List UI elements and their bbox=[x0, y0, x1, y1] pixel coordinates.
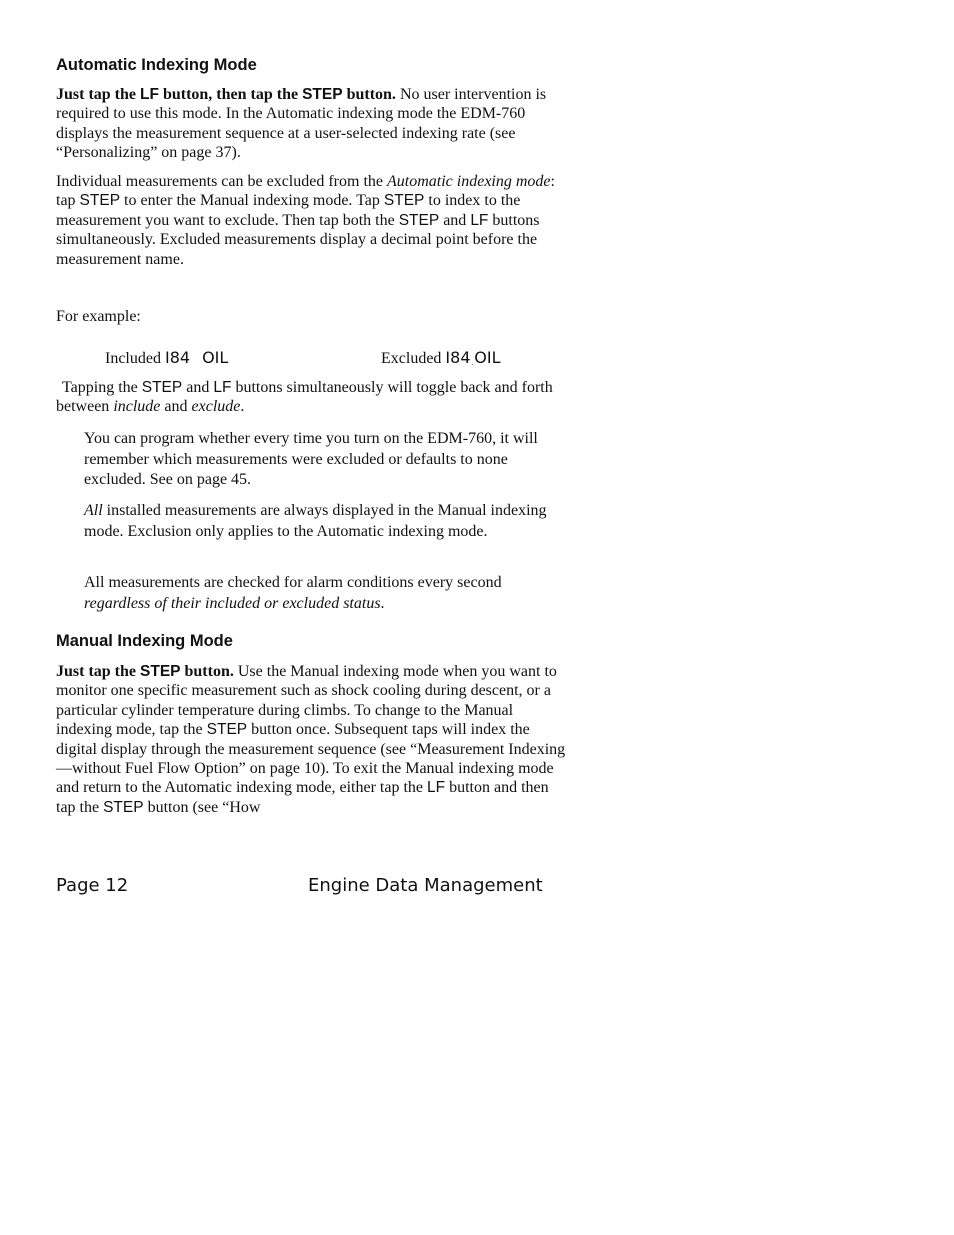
key-step: STEP bbox=[103, 798, 144, 816]
paragraph-exclude-instructions: Individual measurements can be excluded from the Automatic indexing mode: tap STEP to enter the Manual indexing mode. Tap STEP to index to the measurement you want to exclude. Then tap both the STEP and LF buttons simultaneously. Excluded measurements display a decimal point before the measurement name. bbox=[56, 173, 555, 268]
excluded-label: Excluded bbox=[381, 350, 442, 367]
key-step: STEP bbox=[79, 192, 121, 210]
included-name: OIL bbox=[202, 348, 229, 367]
excluded-name: OIL bbox=[474, 348, 501, 367]
key-step: STEP bbox=[140, 663, 181, 680]
note-all-displayed: All installed measurements are always displayed in the Manual indexing mode. Exclusion only applies to the Automatic indexing mode. bbox=[84, 502, 547, 540]
note-alarm-check: All measurements are checked for alarm conditions every second regardless of their included or excluded status. bbox=[84, 574, 502, 612]
key-step: STEP bbox=[398, 211, 440, 229]
example-excluded bbox=[381, 348, 500, 368]
included-value: I84 bbox=[164, 348, 191, 367]
key-step: STEP bbox=[206, 721, 248, 739]
key-step: STEP bbox=[302, 86, 343, 103]
paragraph-automatic-intro: Just tap the LF button, then tap the STEP button. No user intervention is required to use this mode. In the Automatic indexing mode the EDM-760 displays the measurement sequence at a user-selected indexing rate (see “Personalizing” on page 37). bbox=[56, 86, 547, 162]
bold-lead: Just tap the LF button, then tap the STEP button. bbox=[56, 86, 396, 103]
footer-page-number: Page 12 bbox=[56, 875, 129, 896]
key-lf: LF bbox=[427, 779, 446, 797]
excluded-decimal-point: . bbox=[471, 359, 474, 367]
key-step: STEP bbox=[383, 192, 425, 210]
section-heading-manual: Manual Indexing Mode bbox=[56, 632, 233, 650]
note-program-exclusion: You can program whether every time you turn on the EDM-760, it will remember which measurements were excluded or defaults to none excluded. See on page 45. bbox=[84, 430, 538, 488]
example-included bbox=[105, 348, 228, 368]
section-heading-automatic: Automatic Indexing Mode bbox=[56, 56, 257, 74]
paragraph-manual-mode: Just tap the STEP button. Use the Manual indexing mode when you want to monitor one specific measurement such as shock cooling during descent, or a particular cylinder temperature during climbs. To change to the Manual indexing mode, tap the STEP button once. Subsequent taps will index the digital display through the measurement sequence (see “Measurement Indexing—without Fuel Flow Option” on page 10). To exit the Manual indexing mode and return to the Automatic indexing mode, either tap the LF button and then tap the STEP button (see “How bbox=[56, 663, 566, 816]
footer-title: Engine Data Management bbox=[308, 875, 543, 896]
included-label: Included bbox=[105, 350, 161, 367]
key-lf: LF bbox=[470, 211, 489, 229]
paragraph-toggle: Tapping the STEP and LF buttons simultaneously will toggle back and forth between include and exclude. bbox=[56, 379, 553, 416]
key-step: STEP bbox=[141, 379, 183, 396]
key-lf: LF bbox=[140, 86, 159, 103]
key-lf: LF bbox=[213, 379, 232, 396]
example-intro: For example: bbox=[56, 308, 141, 325]
excluded-value: I84 bbox=[445, 348, 471, 367]
